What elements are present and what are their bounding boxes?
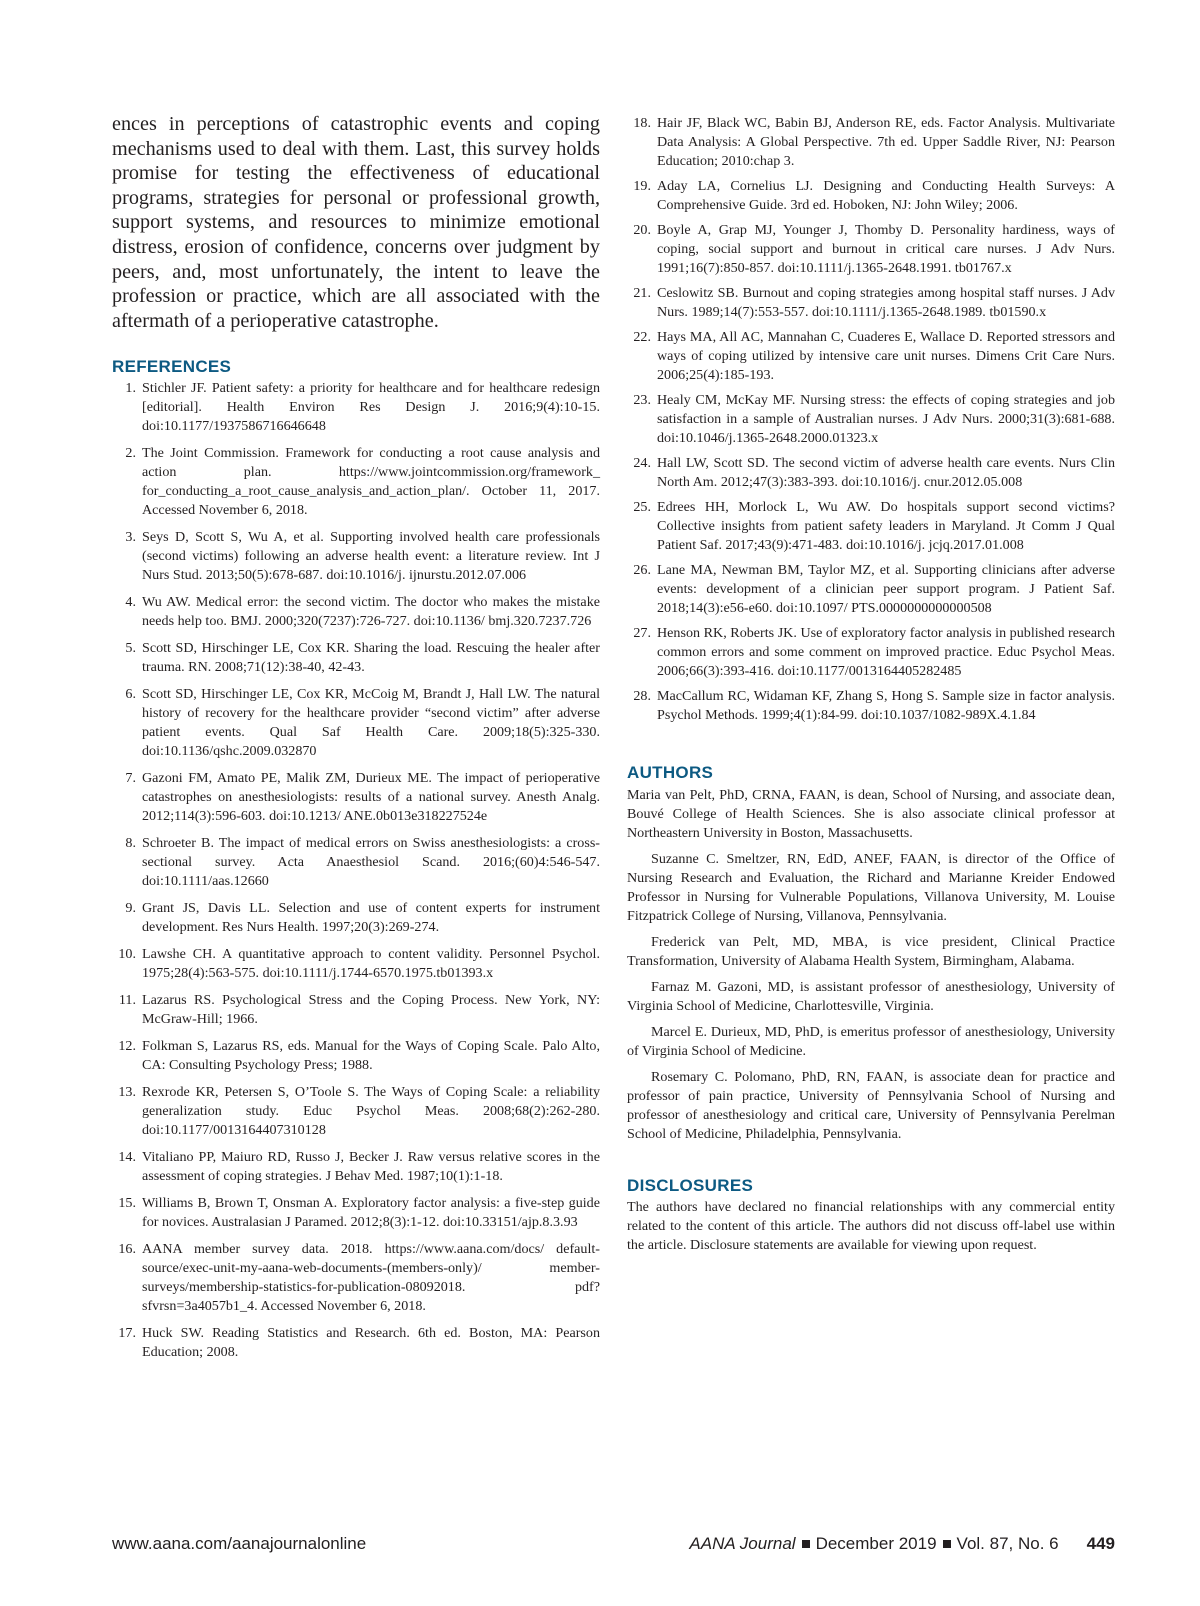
reference-item bbox=[112, 593, 600, 631]
reference-text: Boyle A, Grap MJ, Younger J, Thomby D. Personality hardiness, ways of coping, social support and burnout in critical care nurses. J Adv Nurs. 1991;16(7):850-857. doi:10.1111/j.1365-2648.1991. tb01767.x bbox=[657, 222, 1115, 276]
reference-number: 3. bbox=[125, 529, 136, 546]
reference-item bbox=[112, 1240, 600, 1316]
reference-text: Grant JS, Davis LL. Selection and use of content experts for instrument development. Res Nurs Health. 1997;20(3):269-274. bbox=[142, 900, 600, 936]
reference-item bbox=[112, 1324, 600, 1362]
disclosures-text: The authors have declared no financial relationships with any commercial entity related to the content of this article. The authors did not discuss off-label use within the article. Disclosure statements are available for viewing upon request. bbox=[627, 1199, 1115, 1253]
reference-number: 13. bbox=[118, 1084, 136, 1101]
reference-text: AANA member survey data. 2018. https://www.aana.com/docs/ default-source/exec-unit-my-aana-web-documents-(members-only)/ member-surveys/membership-statistics-for-publication-08092018. pdf?sfvrsn=3a4057b1_4. Accessed November 6, 2018. bbox=[142, 1241, 600, 1315]
reference-item bbox=[112, 1083, 600, 1140]
author-bio: Farnaz M. Gazoni, MD, is assistant professor of anesthesiology, University of Virginia School of Medicine, Charlottesville, Virginia. bbox=[627, 979, 1115, 1014]
reference-text: Williams B, Brown T, Onsman A. Exploratory factor analysis: a five-step guide for novices. Australasian J Paramed. 2012;8(3):1-12. doi:10.33151/ajp.8.3.93 bbox=[142, 1195, 600, 1231]
bullet-icon bbox=[943, 1540, 951, 1548]
reference-text: Wu AW. Medical error: the second victim. The doctor who makes the mistake needs help too. BMJ. 2000;320(7237):726-727. doi:10.1136/ bmj.320.7237.726 bbox=[142, 594, 600, 630]
reference-number: 14. bbox=[118, 1149, 136, 1166]
left-column bbox=[112, 112, 600, 1362]
reference-item bbox=[627, 177, 1115, 215]
reference-item bbox=[112, 639, 600, 677]
reference-number: 10. bbox=[118, 946, 136, 963]
reference-text: Hair JF, Black WC, Babin BJ, Anderson RE, eds. Factor Analysis. Multivariate Data Analysis: A Global Perspective. 7th ed. Upper Saddle River, NJ: Pearson Education; 2010:chap 3. bbox=[657, 115, 1115, 169]
reference-item bbox=[112, 945, 600, 983]
disclosures-heading: DISCLOSURES bbox=[627, 1176, 754, 1195]
reference-number: 25. bbox=[633, 499, 651, 515]
reference-number: 18. bbox=[633, 115, 651, 131]
reference-number: 6. bbox=[125, 686, 136, 703]
references-list-left bbox=[112, 379, 600, 1362]
reference-number: 5. bbox=[125, 640, 136, 657]
reference-item bbox=[112, 528, 600, 585]
reference-number: 11. bbox=[118, 992, 136, 1009]
reference-text: Folkman S, Lazarus RS, eds. Manual for the Ways of Coping Scale. Palo Alto, CA: Consulting Psychology Press; 1988. bbox=[142, 1038, 600, 1074]
reference-number: 23. bbox=[633, 392, 651, 408]
reference-number: 28. bbox=[633, 688, 651, 704]
reference-item bbox=[627, 454, 1115, 492]
reference-text: Seys D, Scott S, Wu A, et al. Supporting involved health care professionals (second victims) following an adverse health event: a literature review. Int J Nurs Stud. 2013;50(5):678-687. doi:10.1016/j. ijnurstu.2012.07.006 bbox=[142, 529, 600, 584]
reference-text: MacCallum RC, Widaman KF, Zhang S, Hong S. Sample size in factor analysis. Psychol Methods. 1999;4(1):84-99. doi:10.1037/1082-989X.4.1.84 bbox=[657, 688, 1115, 723]
reference-number: 1. bbox=[125, 380, 136, 397]
reference-text: Lane MA, Newman BM, Taylor MZ, et al. Supporting clinicians after adverse events: development of a clinician peer support program. J Patient Saf. 2018;14(3):e56-e60. doi:10.1097/ PTS.0000000000000508 bbox=[657, 562, 1115, 616]
reference-item bbox=[112, 899, 600, 937]
reference-number: 9. bbox=[125, 900, 136, 917]
reference-text: Hall LW, Scott SD. The second victim of adverse health care events. Nurs Clin North Am. 2012;47(3):383-393. doi:10.1016/j. cnur.2012.05.008 bbox=[657, 455, 1115, 490]
references-heading: REFERENCES bbox=[112, 357, 232, 377]
footer-date: December 2019 bbox=[815, 1534, 937, 1553]
reference-item bbox=[627, 561, 1115, 618]
author-bio: Suzanne C. Smeltzer, RN, EdD, ANEF, FAAN, is director of the Office of Nursing Research and Evaluation, the Richard and Marianne Kreider Endowed Professor in Nursing for Vulnerable Populations, Villanova University, M. Louise Fitzpatrick College of Nursing, Villanova, Pennsylvania. bbox=[627, 851, 1115, 924]
reference-text: Vitaliano PP, Maiuro RD, Russo J, Becker J. Raw versus relative scores in the assessment of coping strategies. J Behav Med. 1987;10(1):1-18. bbox=[142, 1149, 600, 1185]
bullet-icon bbox=[802, 1540, 810, 1548]
reference-item bbox=[112, 991, 600, 1029]
reference-number: 4. bbox=[125, 594, 136, 611]
reference-number: 16. bbox=[118, 1241, 136, 1258]
reference-number: 24. bbox=[633, 455, 651, 471]
reference-number: 15. bbox=[118, 1195, 136, 1212]
reference-item bbox=[627, 114, 1115, 171]
reference-text: Henson RK, Roberts JK. Use of exploratory factor analysis in published research common errors and some comment on improved practice. Educ Psychol Meas. 2006;66(3):393-416. doi:10.1177/0013164405282485 bbox=[657, 625, 1115, 679]
reference-number: 12. bbox=[118, 1038, 136, 1055]
reference-text: Stichler JF. Patient safety: a priority for healthcare and for healthcare redesign [editorial]. Health Environ Res Design J. 2016;9(4):10-15. doi:10.1177/1937586716646648 bbox=[142, 380, 600, 435]
reference-item bbox=[627, 221, 1115, 278]
author-bio: Marcel E. Durieux, MD, PhD, is emeritus professor of anesthesiology, University of Virginia School of Medicine. bbox=[627, 1024, 1115, 1059]
reference-text: Scott SD, Hirschinger LE, Cox KR. Sharing the load. Rescuing the healer after trauma. RN. 2008;71(12):38-40, 42-43. bbox=[142, 640, 600, 676]
body-paragraph: ences in perceptions of catastrophic events and coping mechanisms used to deal with them. Last, this survey holds promise for testing the effectiveness of educational programs, strategies for personal or professional growth, support systems, and resources to minimize emotional distress, erosion of confidence, concerns over judgment by peers, and, most unfortunately, the intent to leave the profession or practice, which are all associated with the aftermath of a perioperative catastrophe. bbox=[112, 113, 600, 332]
reference-number: 20. bbox=[633, 222, 651, 238]
reference-item bbox=[627, 624, 1115, 681]
reference-text: Gazoni FM, Amato PE, Malik ZM, Durieux ME. The impact of perioperative catastrophes on anesthesiologists: results of a national survey. Anesth Analg. 2012;114(3):596-603. doi:10.1213/ ANE.0b013e318227524e bbox=[142, 770, 600, 825]
reference-text: Schroeter B. The impact of medical errors on Swiss anesthesiologists: a cross-sectional survey. Acta Anaesthesiol Scand. 2016;(60)4:546-547. doi:10.1111/aas.12660 bbox=[142, 835, 600, 890]
reference-number: 27. bbox=[633, 625, 651, 641]
reference-number: 22. bbox=[633, 329, 651, 345]
reference-number: 19. bbox=[633, 178, 651, 194]
reference-number: 21. bbox=[633, 285, 651, 301]
right-column bbox=[627, 114, 1115, 1255]
reference-item bbox=[112, 1148, 600, 1186]
reference-text: The Joint Commission. Framework for conducting a root cause analysis and action plan. https://www.jointcommission.org/framework_ for_conducting_a_root_cause_analysis_and_action_plan/. October 11, 2017. Accessed November 6, 2018. bbox=[142, 445, 600, 519]
reference-text: Huck SW. Reading Statistics and Research. 6th ed. Boston, MA: Pearson Education; 2008. bbox=[142, 1325, 600, 1361]
reference-item bbox=[112, 444, 600, 520]
reference-item bbox=[627, 498, 1115, 555]
page-footer bbox=[112, 1534, 1115, 1558]
footer-journal: AANA Journal bbox=[689, 1534, 796, 1553]
author-bio: Maria van Pelt, PhD, CRNA, FAAN, is dean, School of Nursing, and associate dean, Bouvé College of Health Sciences. She is also associate clinical professor at Northeastern University in Boston, Massachusetts. bbox=[627, 787, 1115, 841]
author-bio: Rosemary C. Polomano, PhD, RN, FAAN, is associate dean for practice and professor of pain practice, University of Pennsylvania School of Nursing and professor of anesthesiology and critical care, University of Pennsylvania Perelman School of Medicine, Philadelphia, Pennsylvania. bbox=[627, 1069, 1115, 1142]
references-list-right bbox=[627, 114, 1115, 725]
reference-item bbox=[627, 391, 1115, 448]
footer-citation bbox=[689, 1534, 1115, 1554]
reference-item bbox=[627, 284, 1115, 322]
reference-text: Lazarus RS. Psychological Stress and the Coping Process. New York, NY: McGraw-Hill; 1966. bbox=[142, 992, 600, 1028]
reference-item bbox=[112, 1194, 600, 1232]
reference-number: 8. bbox=[125, 835, 136, 852]
reference-text: Edrees HH, Morlock L, Wu AW. Do hospitals support second victims? Collective insights from patient safety leaders in Maryland. Jt Comm J Qual Patient Saf. 2017;43(9):471-483. doi:10.1016/j. jcjq.2017.01.008 bbox=[657, 499, 1115, 553]
reference-item bbox=[112, 1037, 600, 1075]
reference-item bbox=[627, 328, 1115, 385]
reference-number: 26. bbox=[633, 562, 651, 578]
reference-item bbox=[112, 379, 600, 436]
reference-item bbox=[112, 685, 600, 761]
reference-text: Rexrode KR, Petersen S, O’Toole S. The Ways of Coping Scale: a reliability generalization study. Educ Psychol Meas. 2008;68(2):262-280. doi:10.1177/0013164407310128 bbox=[142, 1084, 600, 1139]
reference-number: 7. bbox=[125, 770, 136, 787]
reference-text: Lawshe CH. A quantitative approach to content validity. Personnel Psychol. 1975;28(4):563-575. doi:10.1111/j.1744-6570.1975.tb01393.x bbox=[142, 946, 600, 982]
authors-section bbox=[627, 786, 1115, 1144]
reference-item bbox=[112, 834, 600, 891]
reference-text: Healy CM, McKay MF. Nursing stress: the effects of coping strategies and job satisfaction in a sample of Australian nurses. J Adv Nurs. 2000;31(3):681-688. doi:10.1046/j.1365-2648.2000.01323.x bbox=[657, 392, 1115, 446]
reference-item bbox=[627, 687, 1115, 725]
reference-text: Scott SD, Hirschinger LE, Cox KR, McCoig M, Brandt J, Hall LW. The natural history of recovery for the healthcare provider “second victim” after adverse patient events. Qual Saf Health Care. 2009;18(5):325-330. doi:10.1136/qshc.2009.032870 bbox=[142, 686, 600, 760]
authors-heading: AUTHORS bbox=[627, 763, 714, 782]
reference-text: Hays MA, All AC, Mannahan C, Cuaderes E, Wallace D. Reported stressors and ways of coping utilized by intensive care unit nurses. Dimens Crit Care Nurs. 2006;25(4):185-193. bbox=[657, 329, 1115, 383]
page-number: 449 bbox=[1086, 1534, 1115, 1553]
reference-number: 2. bbox=[125, 445, 136, 462]
reference-item bbox=[112, 769, 600, 826]
author-bio: Frederick van Pelt, MD, MBA, is vice president, Clinical Practice Transformation, University of Alabama Health System, Birmingham, Alabama. bbox=[627, 934, 1115, 969]
reference-text: Ceslowitz SB. Burnout and coping strategies among hospital staff nurses. J Adv Nurs. 1989;14(7):553-557. doi:10.1111/j.1365-2648.1989. tb01590.x bbox=[657, 285, 1115, 320]
reference-text: Aday LA, Cornelius LJ. Designing and Conducting Health Surveys: A Comprehensive Guide. 3rd ed. Hoboken, NJ: John Wiley; 2006. bbox=[657, 178, 1115, 213]
footer-url[interactable]: www.aana.com/aanajournalonline bbox=[112, 1534, 367, 1553]
reference-number: 17. bbox=[118, 1325, 136, 1342]
footer-volume: Vol. 87, No. 6 bbox=[956, 1534, 1059, 1553]
